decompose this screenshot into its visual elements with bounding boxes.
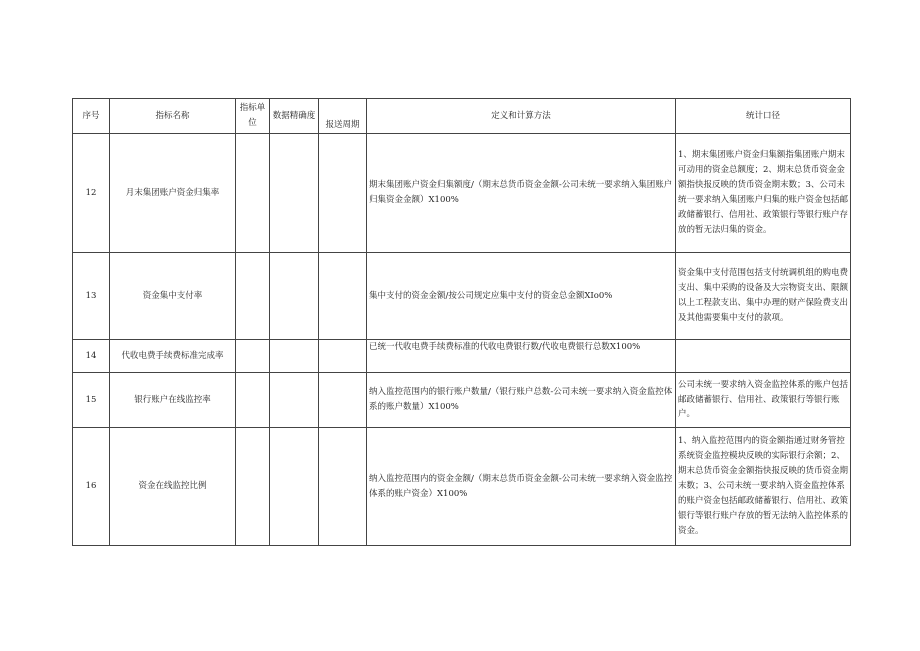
cell-unit: [236, 253, 270, 340]
cell-seq: 15: [73, 373, 110, 428]
cell-name: 代收电费手续费标准完成率: [110, 340, 236, 373]
cell-period: [319, 253, 367, 340]
cell-precision: [270, 134, 319, 253]
cell-scope: [676, 340, 851, 373]
cell-definition: 期末集团账户资金归集额度/（期末总货币资金金额-公司未统一要求纳入集团账户归集资金金额）X100%: [367, 134, 676, 253]
cell-seq: 13: [73, 253, 110, 340]
cell-definition: 纳入监控范围内的资金金额/（期末总货币资金金额-公司未统一要求纳入资金监控体系的账户资金）X100%: [367, 428, 676, 546]
indicator-table: [72, 98, 851, 546]
header-period: 报送周期: [319, 99, 367, 134]
cell-scope: 1、纳入监控范围内的资金额指通过财务管控系统资金监控模块反映的实际银行余额；2、期末总货币资金金额指快报反映的货币资金期末数；3、公司未统一要求纳入资金监控体系的账户资金包括邮政储蓄银行、信用社、政策银行等银行账户存放的暂无法纳入监控体系的资金。: [676, 428, 851, 546]
table-row: [73, 428, 851, 546]
header-seq: 序号: [73, 99, 110, 134]
cell-unit: [236, 340, 270, 373]
cell-precision: [270, 428, 319, 546]
cell-seq: 14: [73, 340, 110, 373]
cell-scope: 公司未统一要求纳入资金监控体系的账户包括邮政储蓄银行、信用社、政策银行等银行账户。: [676, 373, 851, 428]
cell-definition: 已统一代收电费手续费标准的代收电费银行数/代收电费银行总数X100%: [367, 340, 676, 373]
table-row: [73, 134, 851, 253]
header-definition: 定义和计算方法: [367, 99, 676, 134]
cell-period: [319, 428, 367, 546]
cell-unit: [236, 428, 270, 546]
cell-definition: 纳入监控范围内的银行账户数量/（银行账户总数-公司未统一要求纳入资金监控体系的账户数量）X100%: [367, 373, 676, 428]
cell-unit: [236, 134, 270, 253]
cell-seq: 16: [73, 428, 110, 546]
header-name: 指标名称: [110, 99, 236, 134]
header-unit: 指标单位: [236, 99, 270, 134]
table-row: [73, 373, 851, 428]
cell-precision: [270, 373, 319, 428]
cell-name: 资金集中支付率: [110, 253, 236, 340]
cell-name: 月末集团账户资金归集率: [110, 134, 236, 253]
header-precision: 数据精确度: [270, 99, 319, 134]
cell-precision: [270, 253, 319, 340]
cell-precision: [270, 340, 319, 373]
cell-name: 资金在线监控比例: [110, 428, 236, 546]
table-row: [73, 253, 851, 340]
cell-scope: 1、期末集团账户资金归集额指集团账户期末可动用的资金总额度；2、期末总货币资金金额指快报反映的货币资金期末数；3、公司未统一要求纳入集团账户归集的账户资金包括邮政储蓄银行、信用社、政策银行等银行账户存放的暂无法归集的资金。: [676, 134, 851, 253]
cell-period: [319, 373, 367, 428]
cell-unit: [236, 373, 270, 428]
cell-seq: 12: [73, 134, 110, 253]
cell-scope: 资金集中支付范围包括支付统调机组的购电费支出、集中采购的设备及大宗物资支出、限额以上工程款支出、集中办理的财产保险费支出及其他需要集中支付的款项。: [676, 253, 851, 340]
cell-name: 银行账户在线监控率: [110, 373, 236, 428]
header-row: [73, 99, 851, 134]
header-scope: 统计口径: [676, 99, 851, 134]
cell-period: [319, 134, 367, 253]
cell-definition: 集中支付的资金金额/按公司规定应集中支付的资金总金额XIo0%: [367, 253, 676, 340]
table-row: [73, 340, 851, 373]
cell-period: [319, 340, 367, 373]
